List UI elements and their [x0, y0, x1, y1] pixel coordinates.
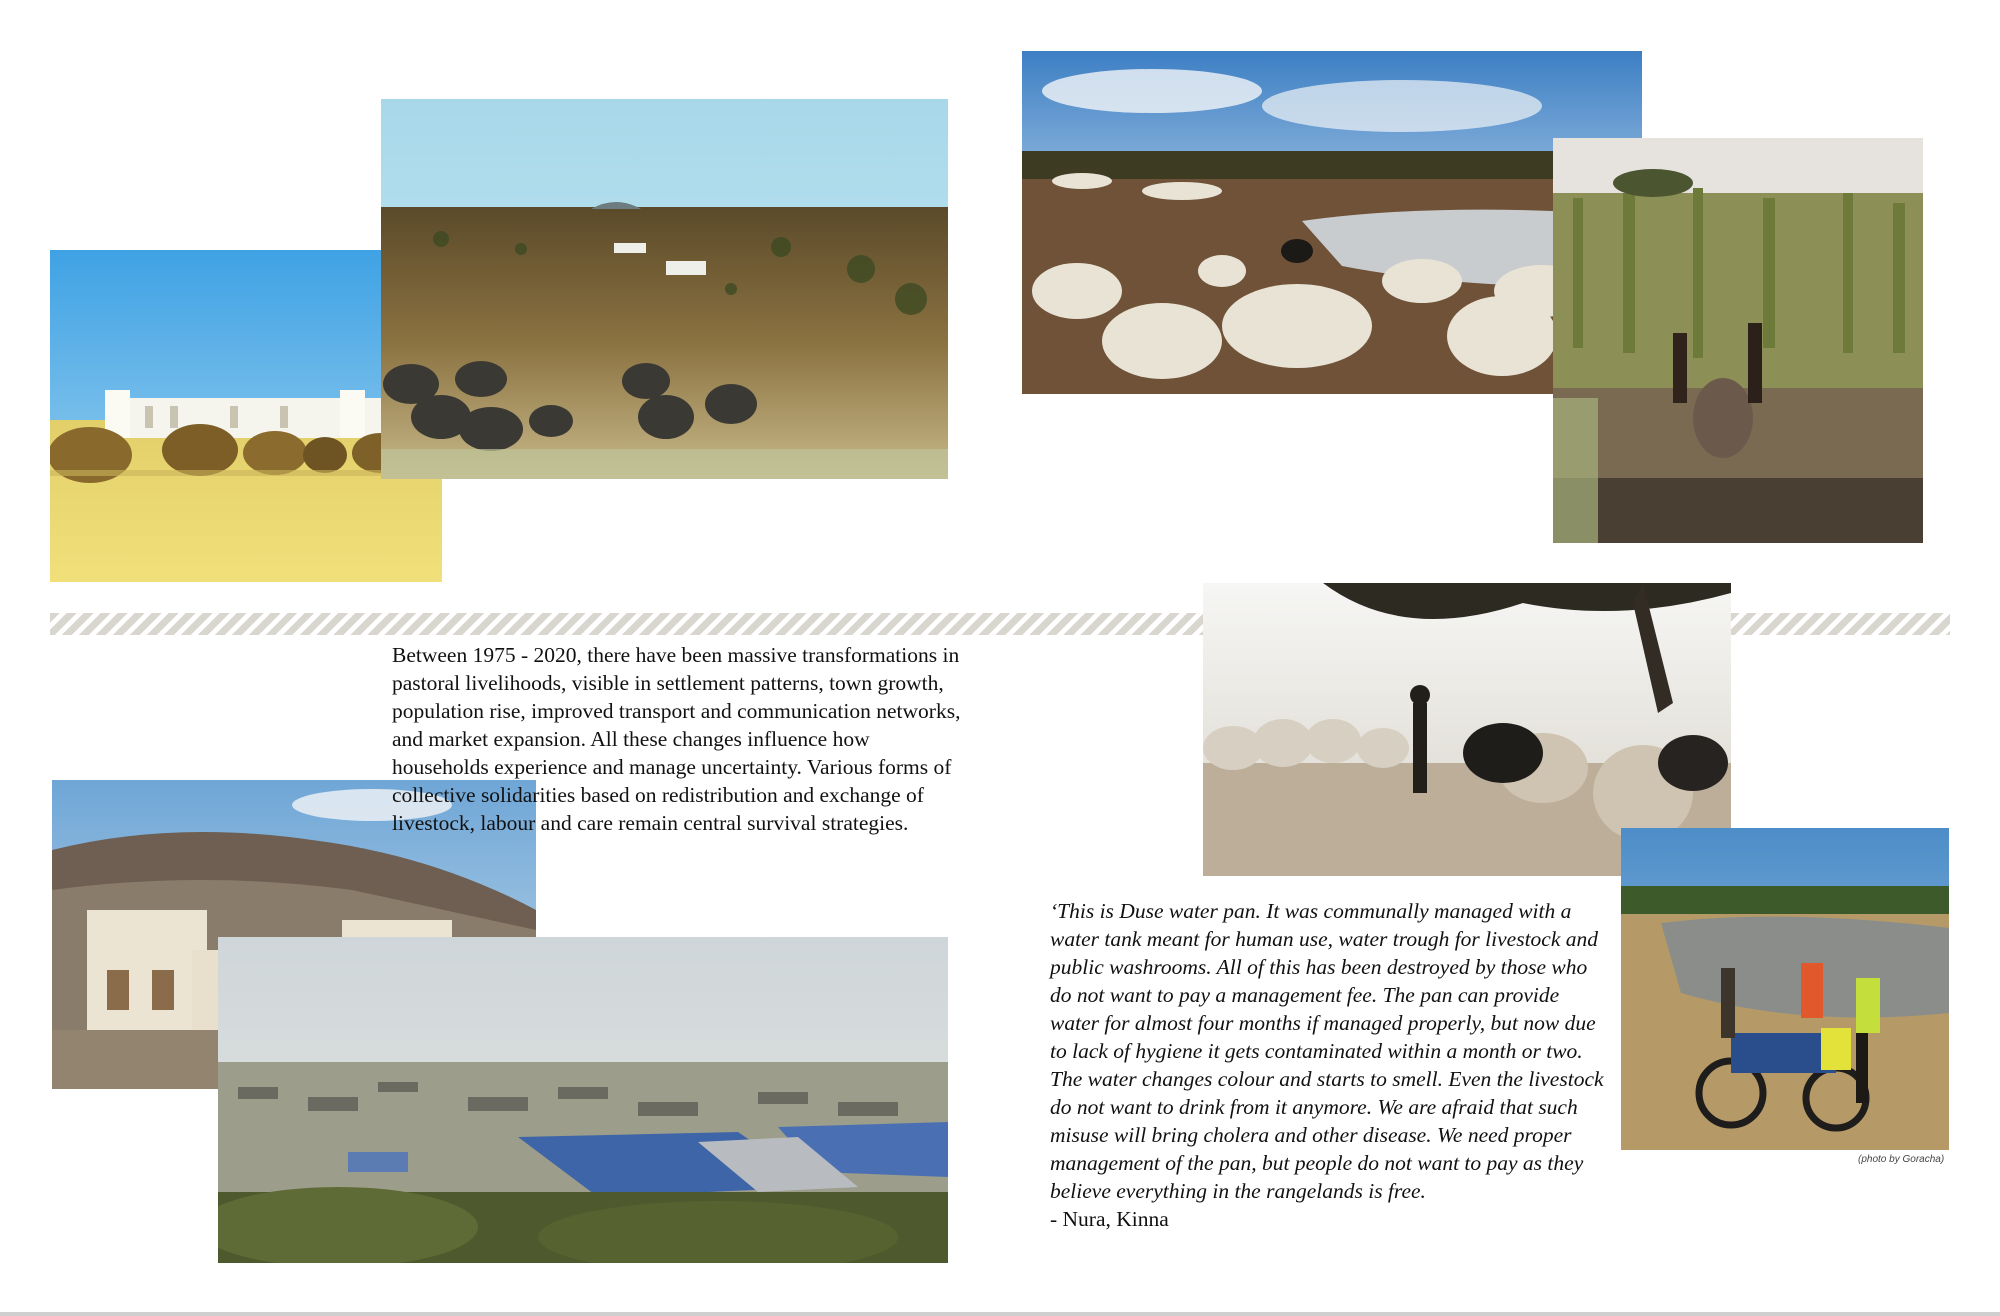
- photo-town-aerial-blue-roofs: [218, 937, 948, 1263]
- page-bottom-rule: [0, 1312, 2000, 1316]
- photo-donkey-water-collection: [1553, 138, 1923, 543]
- quote-text: ‘This is Duse water pan. It was communally managed with a water tank meant for human use, water trough for livestock and public washrooms. All of this has been destroyed by those who do not want to pay a management fee. The pan can provide water for almost four months if managed properly, but now due to lack of hygiene it gets contaminated within a month or two. The water changes colour and starts to smell. Even the livestock do not want to drink from it anymore. We are afraid that such misuse will bring cholera and other disease. We need proper management of the pan, but people do not want to pay as they believe everything in the rangelands is free.: [1050, 899, 1604, 1203]
- photo-cattle-water-pan: [1022, 51, 1642, 394]
- photo-savanna-settlement: [381, 99, 948, 479]
- quote-attribution: - Nura, Kinna: [1050, 1207, 1169, 1231]
- photo-credit: (photo by Goracha): [1858, 1154, 1945, 1165]
- photo-motorcycle-jerrycans: [1621, 828, 1949, 1150]
- intro-paragraph: Between 1975 - 2020, there have been massive transformations in pastoral livelihoods, visible in settlement patterns, town growth, population rise, improved transport and communication networks, and market expansion. All these changes influence how households experience and manage uncertainty. Various forms of collective solidarities based on redistribution and exchange of livestock, labour and care remain central survival strategies.: [392, 643, 961, 835]
- testimony-quote: [1050, 897, 1610, 1233]
